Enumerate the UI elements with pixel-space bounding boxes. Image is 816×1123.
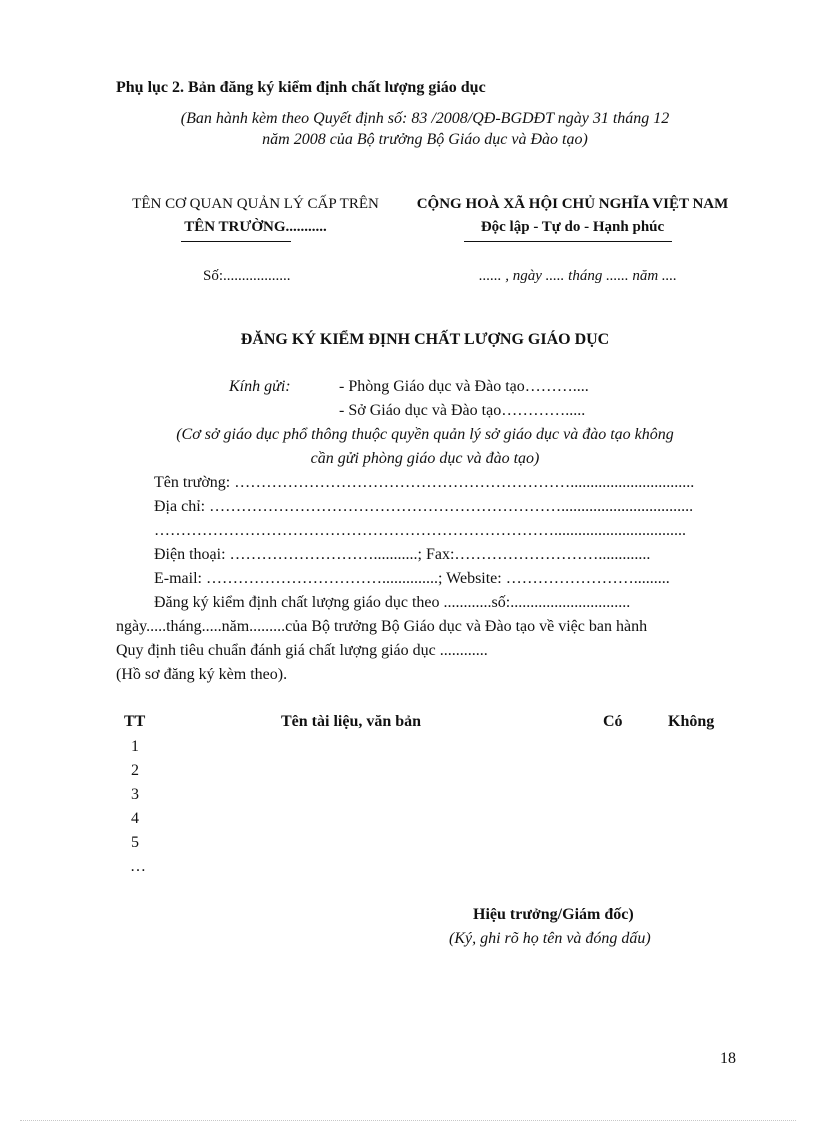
table-header-name: Tên tài liệu, văn bản — [281, 713, 422, 730]
form-title: ĐĂNG KÝ KIỂM ĐỊNH CHẤT LƯỢNG GIÁO DỤC — [240, 331, 610, 348]
appendix-title: Phụ lục 2. Bản đăng ký kiểm định chất lượng giáo dục — [116, 79, 486, 96]
recipient-note-line1: (Cơ sở giáo dục phổ thông thuộc quyền quản lý sở giáo dục và đào tạo không — [176, 426, 674, 443]
header-right-underline — [464, 241, 672, 242]
table-header-tt: TT — [124, 713, 146, 730]
table-row: 4 — [131, 810, 139, 827]
table-row: … — [130, 858, 146, 875]
school-name-field: Tên trường: ………………………………………………………............................... — [154, 474, 695, 491]
national-motto: Độc lập - Tự do - Hạnh phúc — [480, 219, 665, 235]
phone-fax-field: Điện thoại: ………………………...........; Fax:………………………............. — [154, 546, 651, 563]
table-row: 2 — [131, 762, 139, 779]
table-row: 1 — [131, 738, 139, 755]
register-line2: ngày.....tháng.....năm.........của Bộ trưởng Bộ Giáo dục và Đào tạo về việc ban hành — [116, 618, 648, 635]
agency-name: TÊN CƠ QUAN QUẢN LÝ CẤP TRÊN — [132, 196, 379, 212]
register-line3: Quy định tiêu chuẩn đánh giá chất lượng giáo dục ............ — [116, 642, 488, 659]
document-date: ...... , ngày ..... tháng ...... năm .... — [479, 268, 677, 284]
document-number: Số:.................. — [203, 268, 291, 284]
greeting-label: Kính gửi: — [229, 378, 291, 395]
appendix-subtitle-line1: (Ban hành kèm theo Quyết định số: 83 /2008/QĐ-BGDĐT ngày 31 tháng 12 — [180, 110, 670, 127]
address-continuation: …………………………………………………………………................................. — [154, 522, 686, 539]
national-title: CỘNG HOÀ XÃ HỘI CHỦ NGHĨA VIỆT NAM — [416, 196, 729, 212]
table-header-no: Không — [668, 713, 715, 730]
table-header-yes: Có — [603, 713, 623, 730]
school-name-header: TÊN TRƯỜNG........... — [184, 219, 327, 235]
register-line4: (Hồ sơ đăng ký kèm theo). — [116, 666, 288, 683]
recipient-note-line2: cần gửi phòng giáo dục và đào tạo) — [310, 450, 540, 467]
appendix-subtitle-line2: năm 2008 của Bộ trưởng Bộ Giáo dục và Đào tạo) — [262, 131, 588, 148]
address-field: Địa chỉ: …………………………………………………………................................. — [154, 498, 694, 515]
page-bottom-border — [20, 1120, 796, 1121]
register-line1: Đăng ký kiểm định chất lượng giáo dục theo ............số:.............................. — [154, 594, 631, 611]
signature-title: Hiệu trưởng/Giám đốc) — [473, 906, 634, 923]
email-website-field: E-mail: ……………………………..............; Website: ……………………......... — [154, 570, 670, 587]
header-left-underline — [181, 241, 291, 242]
table-row: 5 — [131, 834, 139, 851]
recipient-phong: - Phòng Giáo dục và Đào tạo……….... — [339, 378, 589, 395]
page-number: 18 — [720, 1050, 736, 1067]
table-row: 3 — [131, 786, 139, 803]
signature-note: (Ký, ghi rõ họ tên và đóng dấu) — [449, 930, 651, 947]
recipient-so: - Sở Giáo dục và Đào tạo…………..... — [339, 402, 586, 419]
